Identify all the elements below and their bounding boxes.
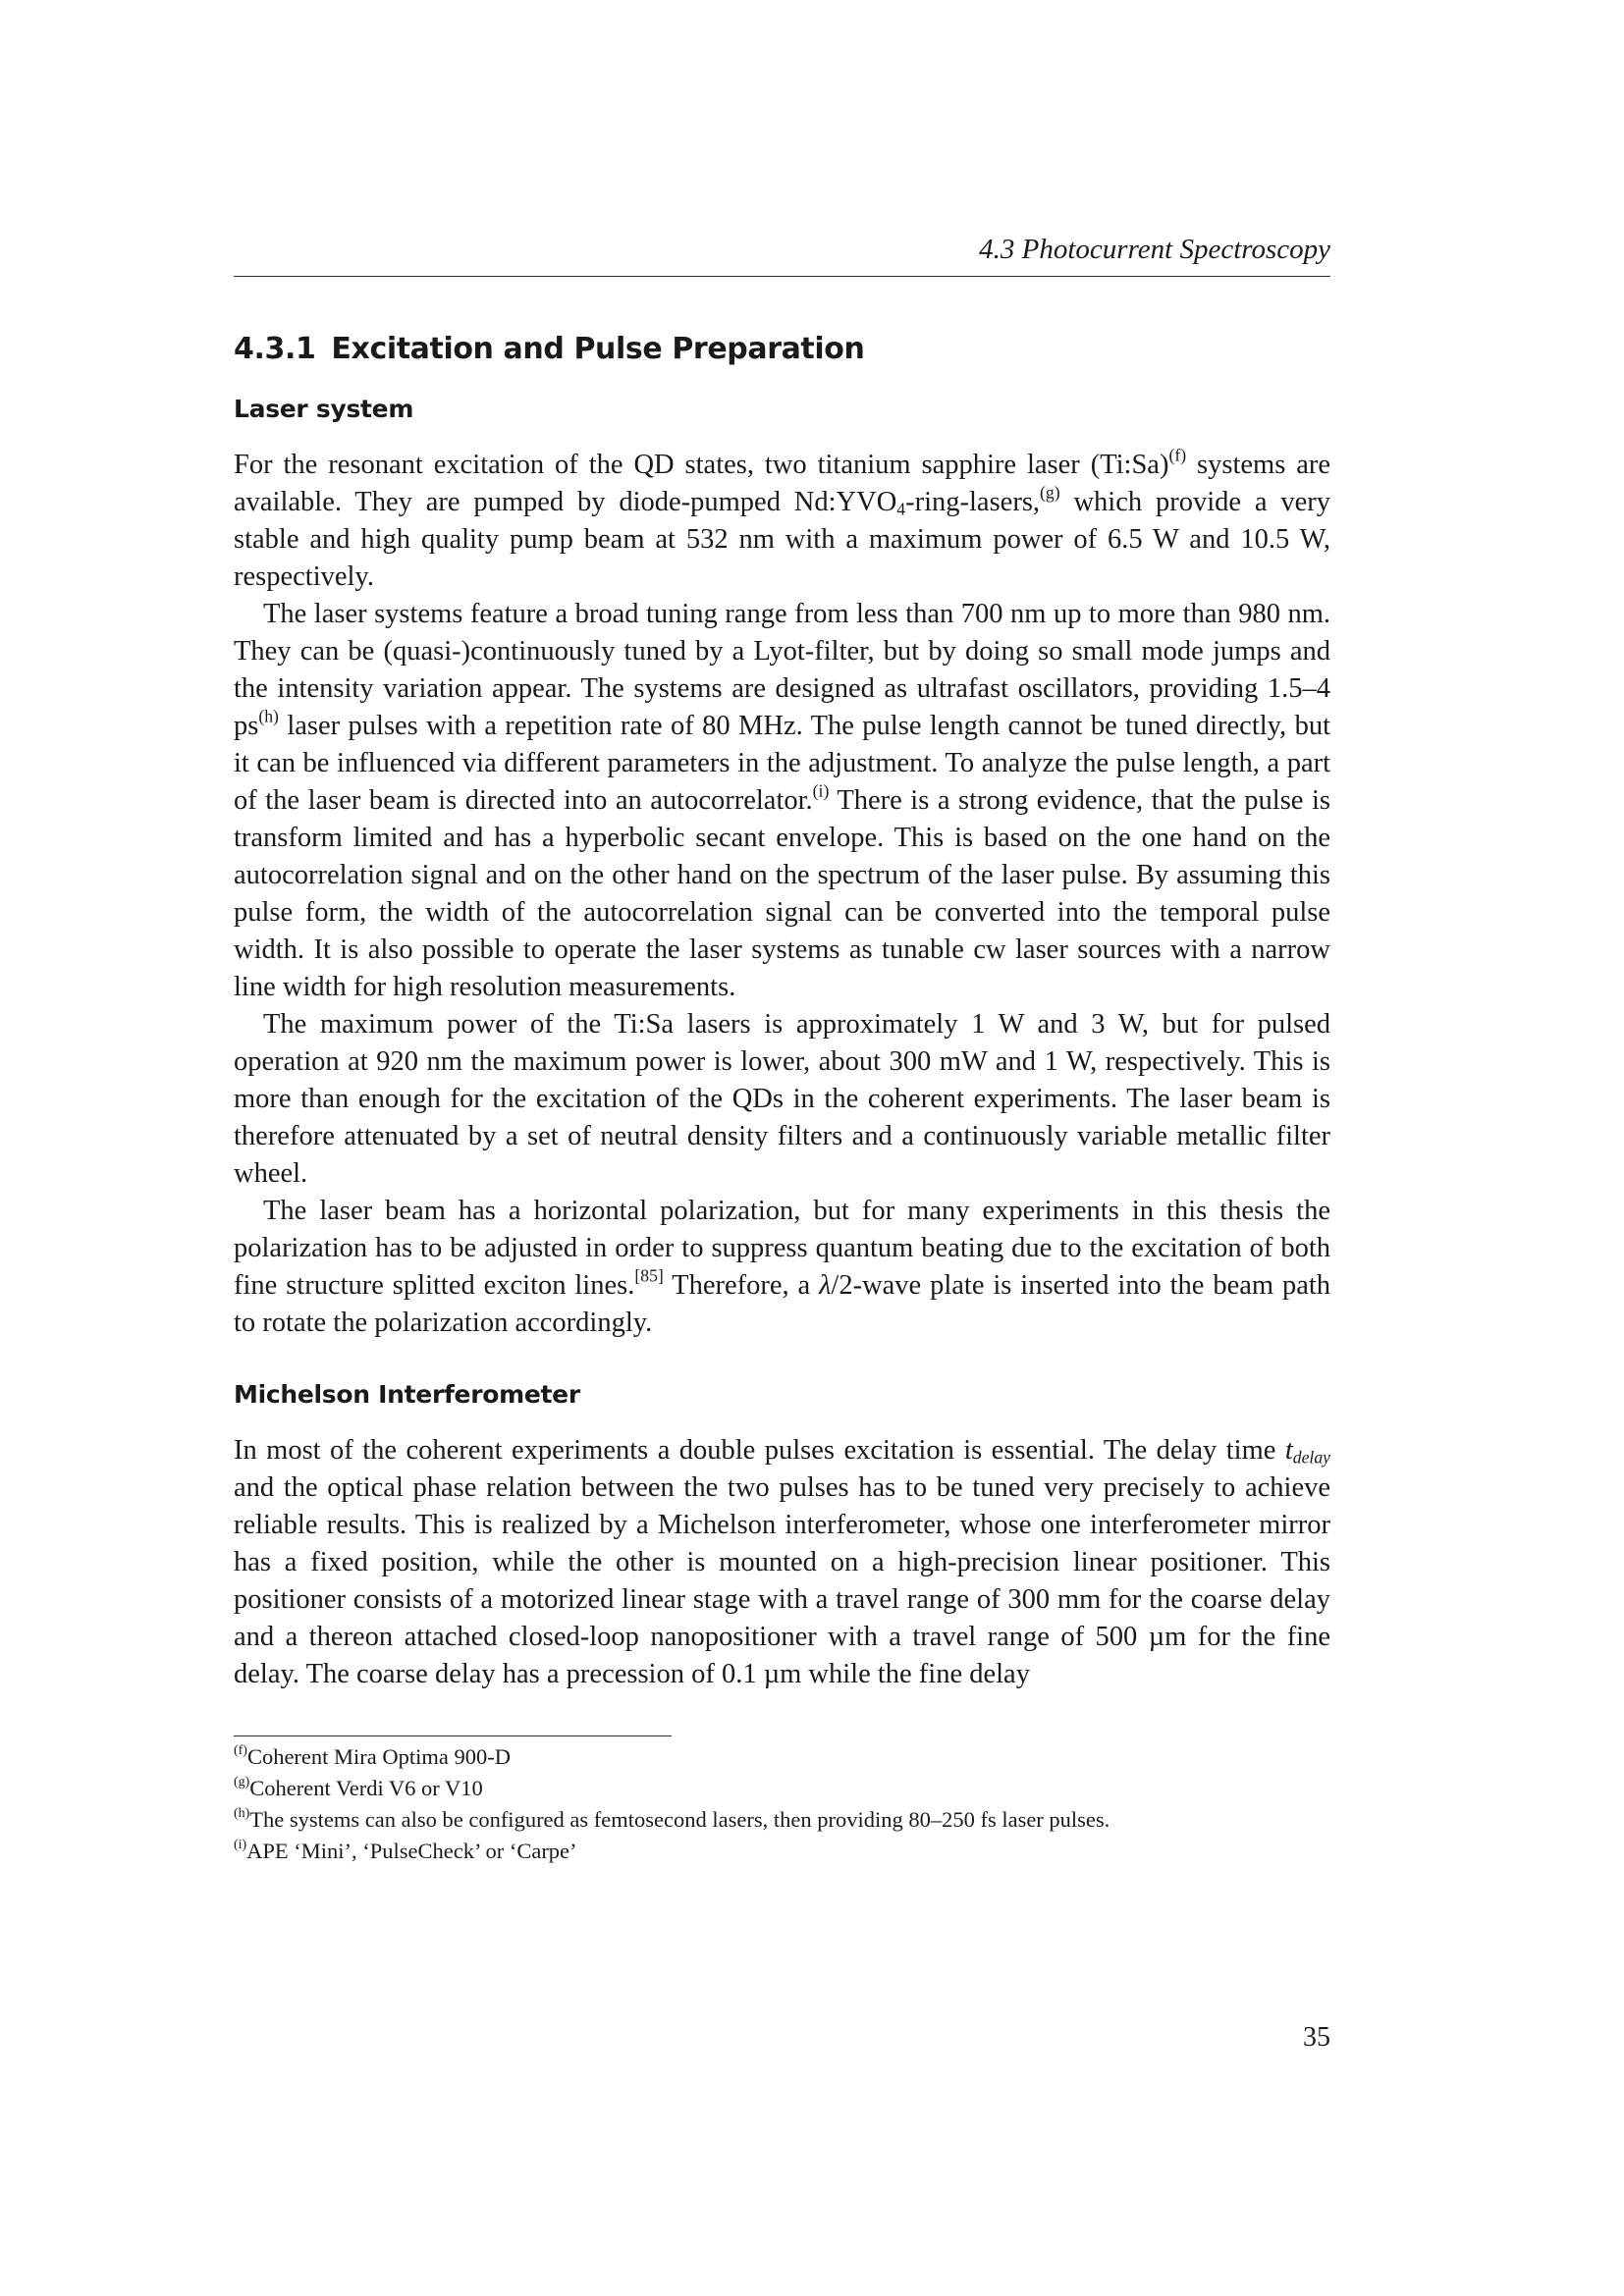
text-run: laser pulses with a repetition rate of 80 MHz. The pulse length cannot be tuned directly, but it can be influenced via different parameters in the adjustment. To analyze the pulse length, a part of the laser beam is directed into an autocorrelator. (234, 711, 1330, 816)
text-run: For the resonant excitation of the QD states, two titanium sapphire laser (Ti:Sa) (234, 450, 1169, 480)
subscript: 4 (896, 499, 906, 519)
text-run: which provide a very stable and high quality pump beam at 532 nm with a maximum power of 6.5 W and 10.5 W, respectively. (234, 487, 1330, 592)
header-rule (234, 276, 1330, 277)
footnote-g (234, 1773, 1330, 1804)
page (234, 0, 1330, 2296)
text-run: In most of the coherent experiments a double pulses excitation is essential. The delay time (234, 1435, 1285, 1466)
laser-system-body (234, 447, 1330, 1342)
paragraph-4 (234, 1193, 1330, 1342)
footnote-f (234, 1741, 1330, 1773)
footnote-rule (234, 1735, 672, 1736)
subsection-heading-laser-system: Laser system (234, 395, 414, 423)
footnote-text: APE ‘Mini’, ‘PulseCheck’ or ‘Carpe’ (246, 1839, 577, 1863)
text-run: The laser systems feature a broad tuning range from less than 700 nm up to more than 980 nm. They can be (quasi-)continuously tuned by a Lyot-filter, but by doing so small mode jumps and the intensity variation appear. The systems are designed as ultrafast oscillators, providing 1.5–4 ps (234, 599, 1330, 741)
paragraph-michelson-1 (234, 1432, 1330, 1693)
text-run: systems are available. They are pumped by diode-pumped Nd:YVO (234, 450, 1330, 517)
text-run: There is a strong evidence, that the pulse is transform limited and has a hyperbolic secant envelope. This is based on the one hand on the autocorrelation signal and on the other hand on the spectrum of the laser pulse. By assuming this pulse form, the width of the autocorrelation signal can be converted into the temporal pulse width. It is also possible to operate the laser systems as tunable cw laser sources with a narrow line width for high resolution measurements. (234, 785, 1330, 1002)
subsection-heading-michelson: Michelson Interferometer (234, 1380, 580, 1409)
page-number: 35 (1303, 2022, 1330, 2053)
paragraph-2 (234, 596, 1330, 1006)
running-header: 4.3 Photocurrent Spectroscopy (979, 234, 1330, 265)
paragraph-1 (234, 447, 1330, 596)
section-heading (234, 332, 864, 366)
footnote-mark: (g) (234, 1774, 250, 1789)
laser-system-subsection (234, 395, 1330, 423)
t-delay-symbol (1285, 1435, 1330, 1466)
text-run: Therefore, a (663, 1270, 820, 1301)
footnote-mark: (f) (234, 1742, 247, 1758)
footnote-mark: (i) (234, 1837, 247, 1852)
footnote-text: Coherent Mira Optima 900-D (246, 1744, 512, 1769)
michelson-body (234, 1432, 1330, 1693)
michelson-subsection (234, 1380, 1330, 1409)
section-title: Excitation and Pulse Preparation (331, 332, 865, 366)
footnote-mark-g[interactable]: (g) (1040, 482, 1060, 503)
paragraph-3: The maximum power of the Ti:Sa lasers is approximately 1 W and 3 W, but for pulsed operation at 920 nm the maximum power is lower, about 300 mW and 1 W, respectively. This is more than enough for the excitation of the QDs in the coherent experiments. The laser beam is therefore attenuated by a set of neutral density filters and a continuously variable metallic filter wheel. (234, 1009, 1330, 1189)
math-subscript: delay (1292, 1447, 1330, 1468)
text-run: /2-wave plate is inserted into the beam path to rotate the polarization accordingly. (234, 1270, 1331, 1338)
section-number: 4.3.1 (234, 332, 316, 366)
footnote-h (234, 1804, 1330, 1836)
footnote-mark-i[interactable]: (i) (812, 780, 830, 801)
footnote-mark-f[interactable]: (f) (1168, 445, 1187, 465)
footnote-i (234, 1836, 1330, 1867)
text-run: The laser beam has a horizontal polarization, but for many experiments in this thesis the polarization has to be adjusted in order to suppress quantum beating due to the excitation of both fine structure splitted exciton lines. (234, 1196, 1330, 1301)
text-run: and the optical phase relation between the two pulses has to be tuned very precisely to achieve reliable results. This is realized by a Michelson interferometer, whose one interferometer mirror has a fixed position, while the other is mounted on a high-precision linear positioner. This positioner consists of a motorized linear stage with a travel range of 300 mm for the coarse delay and a thereon attached closed-loop nanopositioner with a travel range of 500 µm for the fine delay. The coarse delay has a precession of 0.1 µm while the fine delay (234, 1472, 1330, 1689)
footnote-text: Coherent Verdi V6 or V10 (249, 1776, 483, 1800)
footnote-mark: (h) (234, 1805, 250, 1821)
math-base: t (1284, 1435, 1293, 1466)
footnote-text: The systems can also be configured as femtosecond lasers, then providing 80–250 fs laser pulses. (249, 1807, 1110, 1832)
lambda-symbol: λ (819, 1270, 832, 1301)
footnote-mark-h[interactable]: (h) (258, 706, 279, 726)
citation-85[interactable]: [85] (634, 1265, 664, 1286)
text-run: -ring-lasers, (905, 487, 1041, 517)
footnotes (234, 1741, 1330, 1867)
